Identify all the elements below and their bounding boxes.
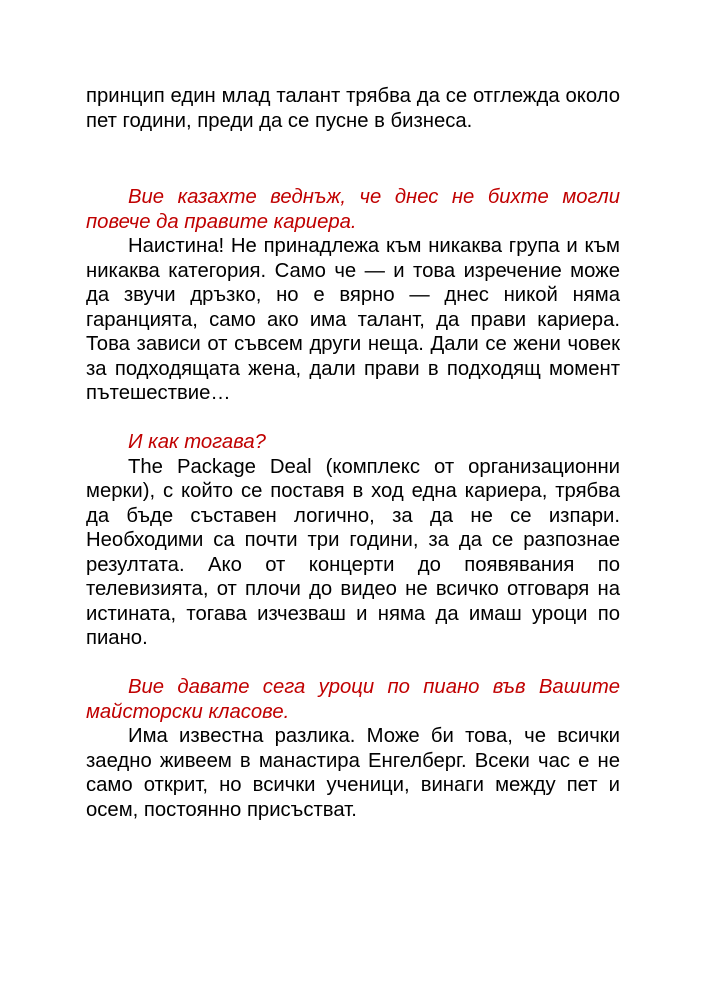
answer-paragraph-continuation: принцип един млад талант трябва да се отглежда около пет години, преди да се пусне в бизнеса. bbox=[86, 85, 620, 132]
paragraph-spacer bbox=[86, 406, 620, 431]
interview-question-2: И как тогава? bbox=[128, 431, 266, 453]
answer-paragraph-2: The Package Deal (комплекс от организационни мерки), с който се поставя в ход една кариера, трябва да бъде съставен логично, за да не се изпари. Необходими са почти три години, за да се разпознае резултата. Ако от концерти до появявания по телевизията, от плочи до видео не всичко отговаря на истината, тогава изчезваш и няма да имаш уроци по пиано. bbox=[86, 455, 620, 649]
document-page bbox=[86, 84, 620, 822]
answer-paragraph-3: Има известна разлика. Може би това, че всички заедно живеем в манастира Енгелберг. Всеки час е не само открит, но всички ученици, винаги между пет и осем, постоянно присъстват. bbox=[86, 725, 620, 821]
answer-paragraph-1: Наистина! Не принадлежа към никаква група и към никаква категория. Само че — и това изречение може да звучи дръзко, но е вярно — днес никой няма гаранцията, само ако има талант, да прави кариера. Това зависи от съвсем други неща. Дали се жени човек за подходящата жена, дали прави в подходящ момент пътешествие… bbox=[86, 235, 620, 404]
paragraph-spacer bbox=[86, 133, 620, 185]
interview-question-3: Вие давате сега уроци по пиано във Вашите майсторски класове. bbox=[86, 676, 620, 723]
interview-question-1: Вие казахте веднъж, че днес не бихте могли повече да правите кариера. bbox=[86, 186, 620, 233]
paragraph-spacer bbox=[86, 651, 620, 676]
